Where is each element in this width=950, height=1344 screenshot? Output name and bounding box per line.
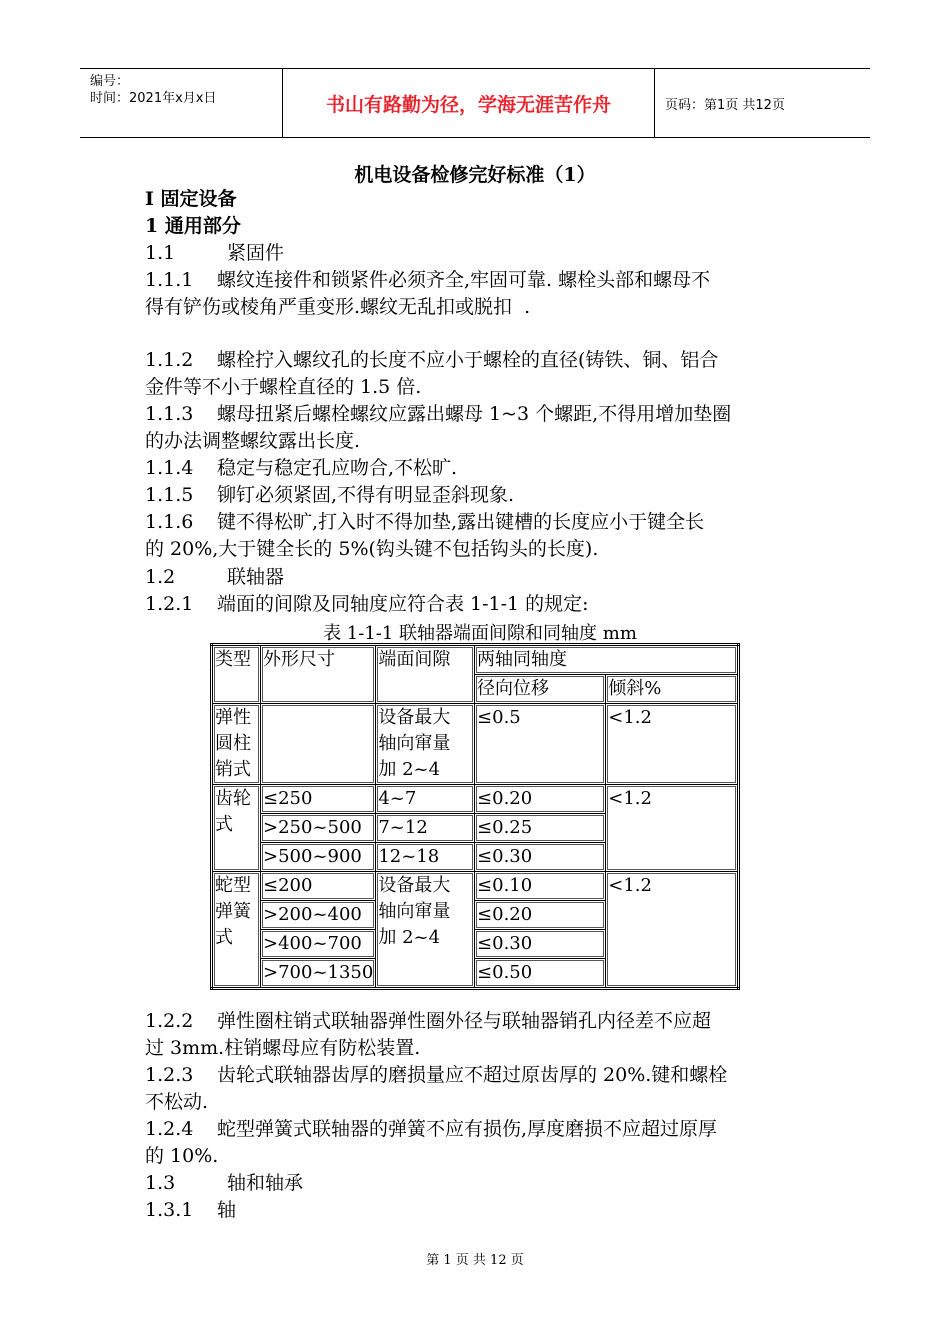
- header-meta: [80, 69, 283, 137]
- header-radial: 径向位移: [475, 675, 606, 704]
- cell-size: >500~900: [261, 843, 376, 872]
- cell-size: ≤250: [261, 785, 376, 814]
- cell-size: [261, 704, 376, 785]
- cell-radial: ≤0.5: [475, 704, 606, 785]
- cell-radial: ≤0.30: [475, 930, 606, 959]
- subsection-heading: 1 通用部分: [145, 215, 241, 237]
- cell-gap: 7~12: [376, 814, 475, 843]
- item-1-2-2: 1.2.2 弹性圈柱销式联轴器弹性圈外径与联轴器销孔内径差不应超: [145, 1010, 712, 1032]
- cell-size: >700~1350: [261, 959, 376, 989]
- item-1-1-1: 1.1.1 螺纹连接件和锁紧件必须齐全,牢固可靠. 螺栓头部和螺母不: [145, 269, 711, 291]
- item-1-1-2: 1.1.2 螺栓拧入螺纹孔的长度不应小于螺栓的直径(铸铁、铜、铝合: [145, 349, 719, 371]
- cell-tilt: <1.2: [606, 872, 739, 989]
- item-1-1-5: 1.1.5 铆钉必须紧固,不得有明显歪斜现象.: [145, 484, 515, 506]
- item-1-1: 1.1 紧固件: [145, 242, 285, 264]
- cell-tilt: <1.2: [606, 785, 739, 872]
- item-1-1-3: 1.1.3 螺母扭紧后螺栓螺纹应露出螺母 1~3 个螺距,不得用增加垫圈: [145, 403, 732, 425]
- cell-radial: ≤0.30: [475, 843, 606, 872]
- header-type: 类型: [212, 645, 261, 704]
- item-1-1-1-cont: 得有铲伤或棱角严重变形.螺纹无乱扣或脱扣 .: [145, 296, 531, 318]
- table-header-row: [212, 645, 739, 675]
- item-1-1-4: 1.1.4 稳定与稳定孔应吻合,不松旷.: [145, 457, 458, 479]
- item-1-1-3-cont: 的办法调整螺纹露出长度.: [145, 430, 361, 452]
- item-1-1-6-cont: 的 20%,大于键全长的 5%(钩头键不包括钩头的长度).: [145, 538, 599, 560]
- cell-type: 齿轮 式: [212, 785, 261, 872]
- item-1-2-4-cont: 的 10%.: [145, 1145, 219, 1167]
- item-1-2-3: 1.2.3 齿轮式联轴器齿厚的磨损量应不超过原齿厚的 20%.键和螺栓: [145, 1064, 728, 1086]
- cell-size: >400~700: [261, 930, 376, 959]
- item-1-2: 1.2 联轴器: [145, 566, 285, 588]
- cell-gap: 设备最大 轴向窜量 加 2~4: [376, 704, 475, 785]
- table-row: [212, 704, 739, 785]
- header-coax: 两轴同轴度: [475, 645, 739, 675]
- header-motto-cell: [283, 69, 655, 137]
- section-heading: Ⅰ 固定设备: [145, 188, 237, 210]
- document-header: [80, 68, 870, 138]
- cell-size: >250~500: [261, 814, 376, 843]
- page-footer: 第 1 页 共 12 页: [426, 1253, 524, 1268]
- item-1-1-6: 1.1.6 键不得松旷,打入时不得加垫,露出键槽的长度应小于键全长: [145, 511, 705, 533]
- item-1-2-2-cont: 过 3mm.柱销螺母应有防松装置.: [145, 1037, 421, 1059]
- header-tilt: 倾斜%: [606, 675, 739, 704]
- serial-label: 编号：: [90, 74, 130, 89]
- table-row: [212, 785, 739, 814]
- cell-gap: 设备最大 轴向窜量 加 2~4: [376, 872, 475, 989]
- cell-tilt: <1.2: [606, 704, 739, 785]
- item-1-1-2-cont: 金件等不小于螺栓直径的 1.5 倍.: [145, 376, 422, 398]
- cell-gap: 12~18: [376, 843, 475, 872]
- cell-gap: 4~7: [376, 785, 475, 814]
- header-size: 外形尺寸: [261, 645, 376, 704]
- header-gap: 端面间隙: [376, 645, 475, 704]
- document-title: 机电设备检修完好标准（1）: [354, 164, 596, 186]
- item-1-2-1: 1.2.1 端面的间隙及同轴度应符合表 1-1-1 的规定:: [145, 593, 589, 615]
- cell-radial: ≤0.20: [475, 901, 606, 930]
- header-page-info: 页码：第1页 共12页: [665, 97, 785, 113]
- item-1-2-4: 1.2.4 蛇型弹簧式联轴器的弹簧不应有损伤,厚度磨损不应超过原厚: [145, 1118, 718, 1140]
- header-motto: 书山有路勤为径，学海无涯苦作舟: [325, 93, 611, 116]
- cell-size: >200~400: [261, 901, 376, 930]
- item-1-2-3-cont: 不松动.: [145, 1091, 209, 1113]
- cell-type: 弹性 圆柱 销式: [212, 704, 261, 785]
- cell-radial: ≤0.10: [475, 872, 606, 901]
- table-caption: 表 1-1-1 联轴器端面间隙和同轴度 mm: [323, 623, 637, 644]
- cell-radial: ≤0.20: [475, 785, 606, 814]
- coupling-spec-table: [210, 643, 740, 990]
- item-1-3-1: 1.3.1 轴: [145, 1199, 237, 1221]
- cell-size: ≤200: [261, 872, 376, 901]
- table-row: [212, 872, 739, 901]
- cell-radial: ≤0.25: [475, 814, 606, 843]
- time-label: 时间：2021年x月x日: [90, 91, 217, 106]
- cell-radial: ≤0.50: [475, 959, 606, 989]
- item-1-3: 1.3 轴和轴承: [145, 1172, 304, 1194]
- cell-type: 蛇型 弹簧 式: [212, 872, 261, 989]
